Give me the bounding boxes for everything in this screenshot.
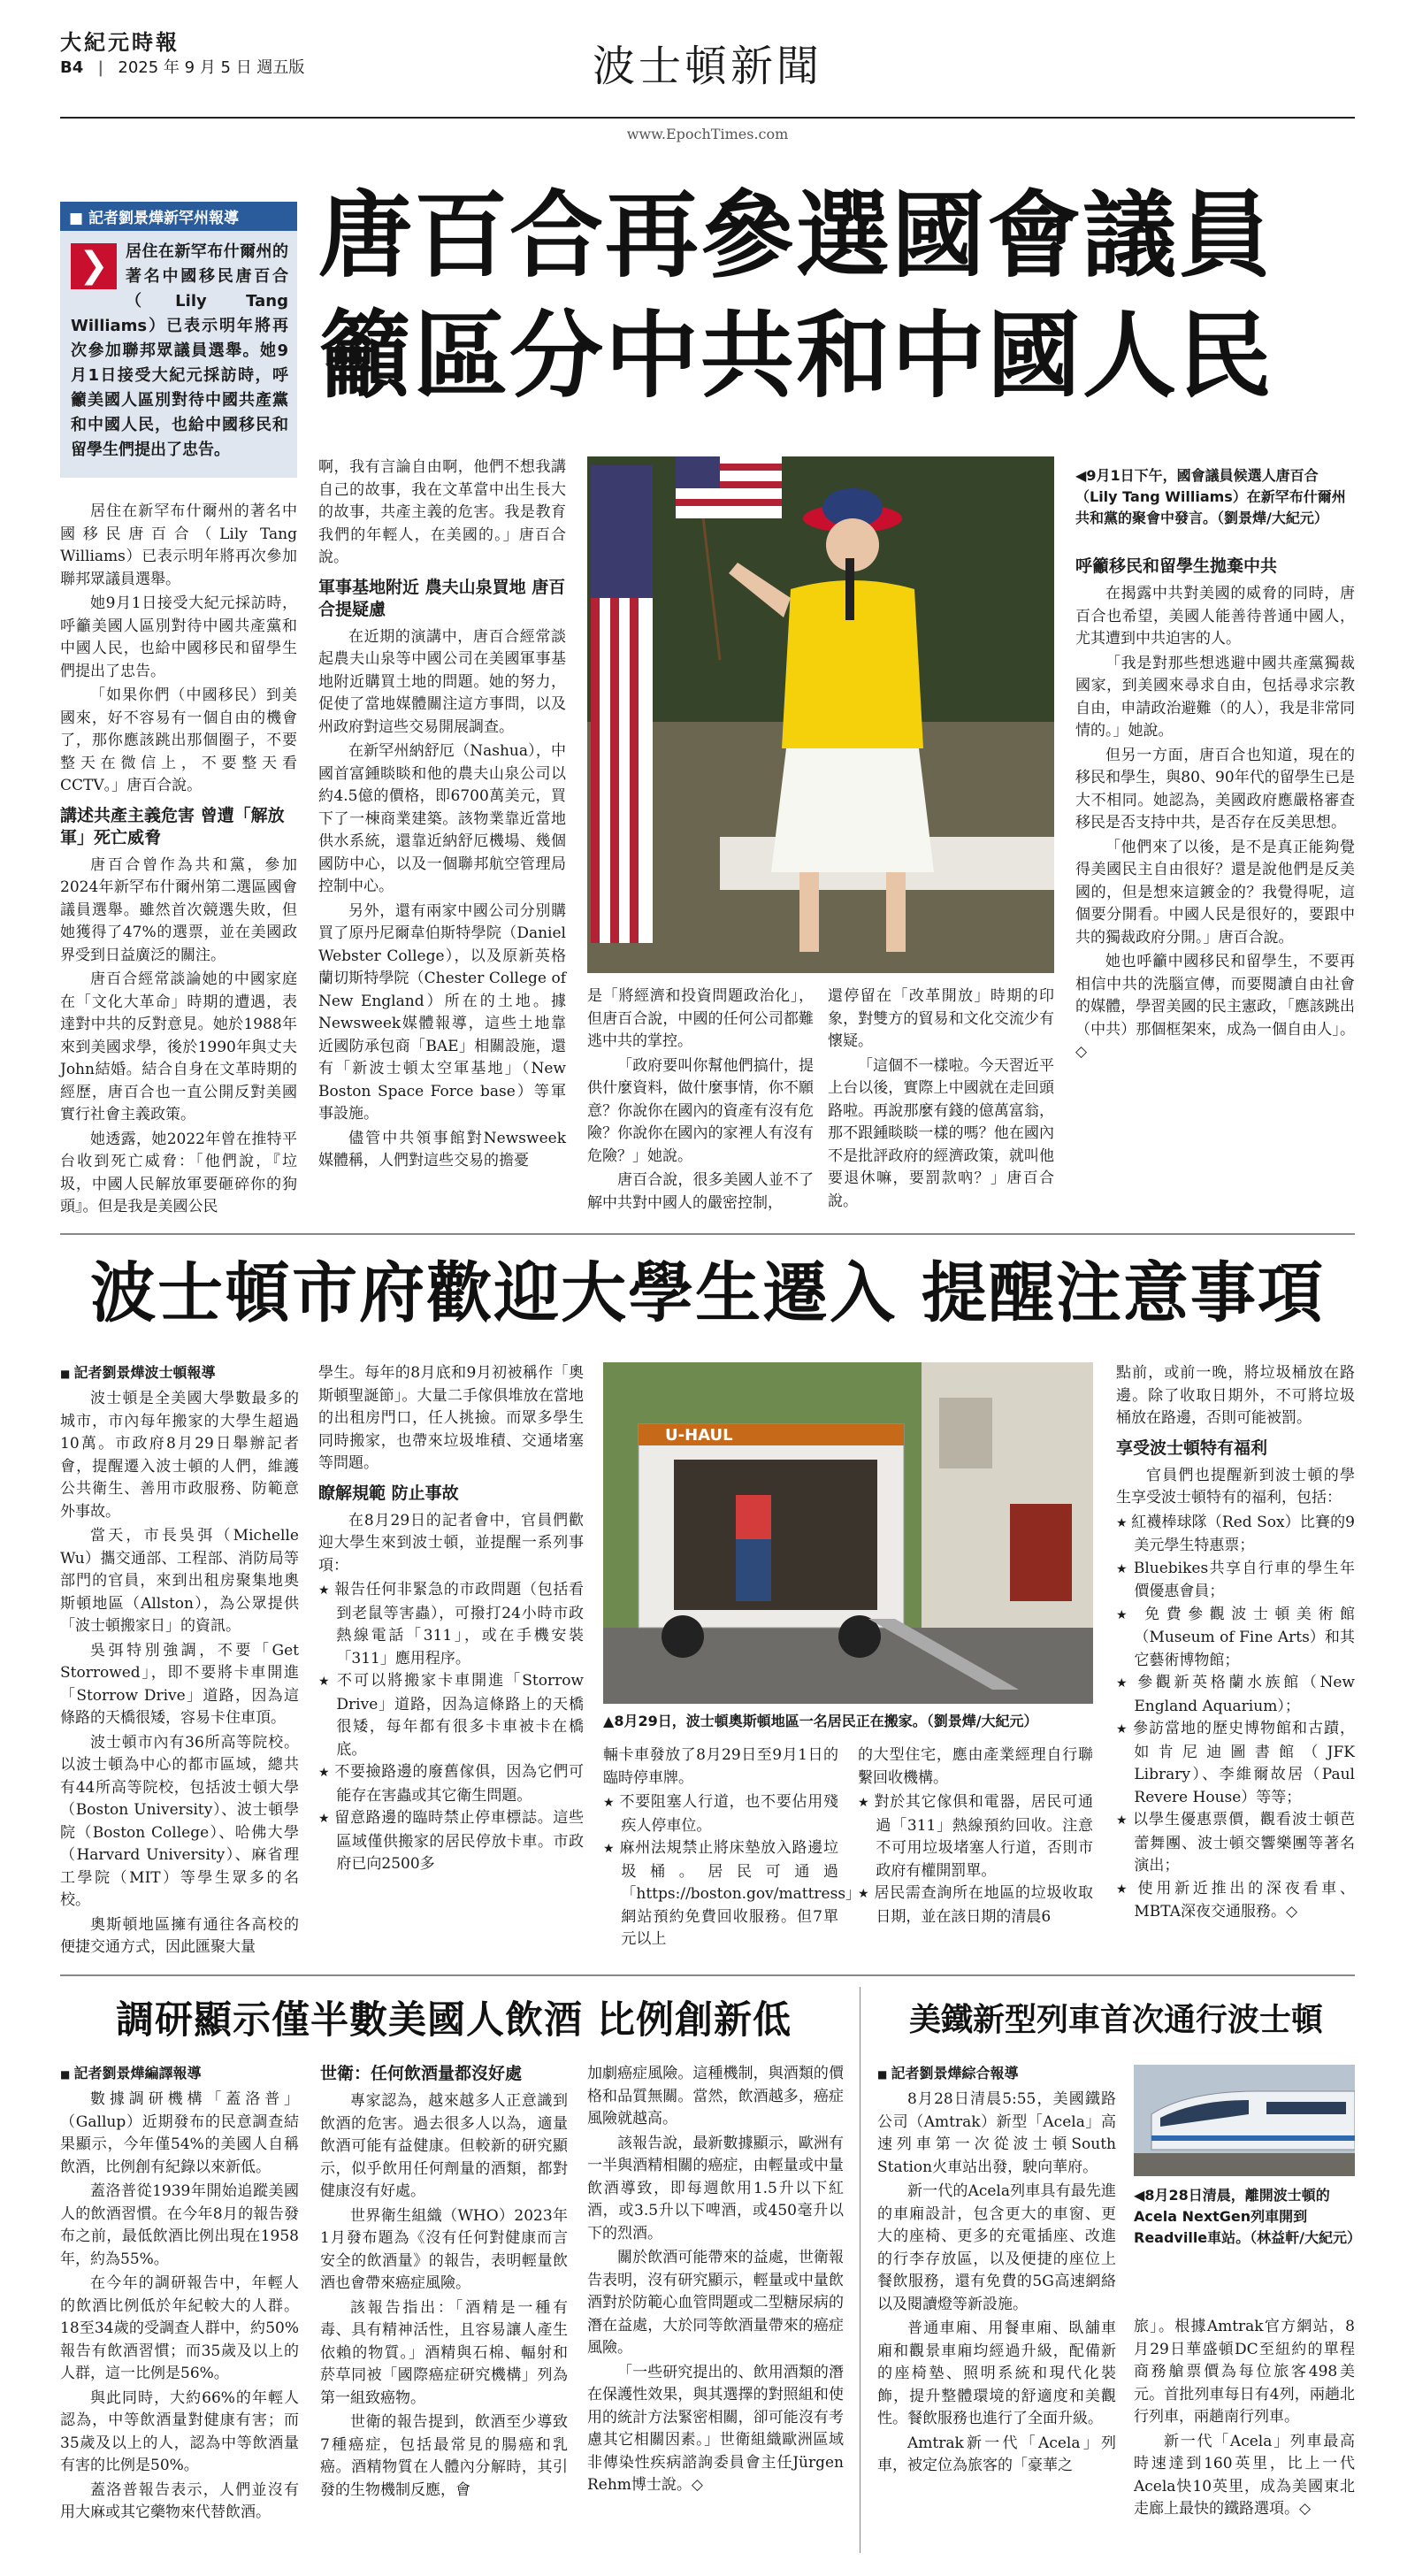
article2-title: 波士頓市府歡迎大學生遷入 提醒注意事項 (90, 1255, 1325, 1331)
list-item: ★ 以學生優惠票價，觀看波士頓芭蕾舞團、波士頓交響樂團等著名演出； (1116, 1809, 1355, 1878)
list-item: ★ 參觀新英格蘭水族館（New England Aquarium）； (1116, 1672, 1355, 1718)
lede-box (60, 202, 297, 478)
separator: | (97, 58, 104, 77)
list-item: ★ Bluebikes共享自行車的學生年價優惠會員； (1116, 1558, 1355, 1604)
paragraph: 在揭露中共對美國的威脅的同時，唐百合也希望，美國人能善待普通中國人，尤其遭到中共迫害的人。 (1075, 585, 1355, 648)
paragraph: 啊，我有言論自由啊，他們不想我講自己的故事，我在文革當中出生長大的故事，共產主義的危害。我是教育我們的年輕人，在美國的。」唐百合說。 (318, 458, 566, 566)
bullet-list (318, 1579, 584, 1876)
paragraph: 世界衛生組織（WHO）2023年1月發布題為《沒有任何對健康而言安全的飲酒量》的報告，表明輕量飲酒也會帶來癌症風險。 (320, 2206, 568, 2292)
paragraph: 旅」。根據Amtrak官方網站，8月29日華盛頓DC至紐約的單程商務艙票價為每位旅客498美元。首批列車每日有4列，兩趟北行列車，兩趟南行列車。 (1134, 2318, 1355, 2426)
paragraph: 的大型住宅，應由產業經理自行聯繫回收機構。 (858, 1746, 1093, 1787)
article2-right-col (1116, 1362, 1355, 1924)
paragraph: 8月28日清晨5:55，美國鐵路公司（Amtrak）新型「Acela」高速列車第一次從波士頓South Station火車站出發，駛向華府。 (877, 2090, 1116, 2176)
paragraph: 「他們來了以後，是不是真正能夠覺得美國民主自由很好？還是說他們是反美國的，但是想來這鍍金的？我覺得呢，這個要分開看。中國人民是很好的，要跟中共的獨裁政府分開。」唐百合說。 (1075, 838, 1355, 947)
byline: ■ 記者劉景燁綜合報導 (877, 2063, 1116, 2085)
article1-col2 (318, 456, 566, 1175)
list-item: ★ 對於其它傢俱和電器，居民可通過「311」熱線預約回收。注意不可用垃圾堵塞人行道，否則市政府有權開罰單。 (858, 1791, 1093, 1882)
list-item: ★ 不要阻塞人行道，也不要佔用殘疾人停車位。 (603, 1791, 838, 1837)
paragraph: 她9月1日接受大紀元採訪時，呼籲美國人區別對待中國共產黨和中國人民，也給中國移民和留學生們提出了忠告。 (60, 594, 297, 680)
byline-badge: ■ 記者劉景燁新罕州報導 (60, 202, 297, 231)
paragraph: 是「將經濟和投資問題政治化」，但唐百合說，中國的任何公司都難逃中共的掌控。 (587, 987, 814, 1050)
list-item: ★ 不要撿路邊的廢舊傢俱，因為它們可能存在害蟲或其它衛生問題。 (318, 1761, 584, 1807)
paragraph: 「這個不一樣啦。今天習近平上台以後，實際上中國就在走回頭路啦。再說那麼有錢的億萬富翁，那不跟鍾睒睒一樣的嗎？他在國內不是批評政府的經濟政策，就叫他要退休嘛，要罰款吶？」唐百合說。 (828, 1056, 1054, 1210)
photo-illustration (1134, 2065, 1355, 2176)
paragraph: 「一些研究提出的、飲用酒類的潛在保護性效果，與其選擇的對照組和使用的統計方法緊密相關，卻可能沒有考慮其它相關因素。」世衛組織歐洲區域非傳染性疾病諮詢委員會主任Jürgen Rehm博士說。◇ (587, 2363, 844, 2494)
paragraph: 普通車廂、用餐車廂、臥舖車廂和觀景車廂均經過升級，配備新的座椅墊、照明系統和現代化裝飾，提升整體環境的舒適度和美觀性。餐飲服務也進行了全面升級。 (877, 2319, 1116, 2427)
lede-arrow-icon: ❯ (71, 243, 117, 289)
masthead-rule (60, 117, 1355, 119)
subheading: 世衛：任何飲酒量都沒好處 (320, 2064, 523, 2083)
website: www.EpochTimes.com (0, 126, 1415, 142)
subheading: 軍事基地附近 農夫山泉買地 唐百合提疑慮 (318, 577, 566, 619)
paragraph: 「我是對那些想逃避中國共產黨獨裁國家，到美國來尋求自由，包括尋求宗教自由，申請政治避難（的人），我是非常同情的。」她說。 (1075, 654, 1355, 740)
paragraph: 輛卡車發放了8月29日至9月1日的臨時停車牌。 (603, 1746, 838, 1787)
paragraph: 在新罕州納舒厄（Nashua），中國首富鍾睒睒和他的農夫山泉公司以約4.5億的價格，即6700萬美元，買下了一棟商業建築。該物業靠近當地供水系統，還靠近納舒厄機場、幾個國防中心，以及一個聯邦航空管理局控制中心。 (318, 742, 566, 895)
masthead-paper-name: 大紀元時報 (60, 29, 180, 55)
byline: ■ 記者劉景燁波士頓報導 (60, 1362, 299, 1384)
photo-illustration (603, 1362, 1093, 1704)
paragraph: 她也呼籲中國移民和留學生，不要再相信中共的洗腦宣傳，而要閱讀自由社會的媒體，學習美國的民主憲政，「應該跳出（中共）那個框架來，成為一個自由人」。◇ (1075, 953, 1355, 1061)
bullet-list (858, 1791, 1093, 1928)
paragraph: 波士頓是全美國大學數最多的城市，市內每年搬家的大學生超過10萬。市政府8月29日舉辦記者會，提醒遷入波士頓的人們，維護公共衛生、善用市政服務、防範意外事故。 (60, 1390, 299, 1521)
list-item: ★ 紅襪棒球隊（Red Sox）比賽的9美元學生特惠票； (1116, 1512, 1355, 1558)
subheading: 呼籲移民和留學生拋棄中共 (1075, 556, 1278, 576)
person-loading (736, 1495, 771, 1601)
article1-col3 (587, 985, 814, 1216)
paragraph: 唐百合說，很多美國人並不了解中共對中國人的嚴密控制， (587, 1171, 814, 1212)
caption-arrow-icon: ◀ (1134, 2187, 1145, 2204)
section-divider (60, 1974, 1355, 1976)
lede-text: 居住在新罕布什爾州的著名中國移民唐百合（Lily Tang Williams）已表示明年將再次參加聯邦眾議員選舉。她9月1日接受大紀元採訪時，呼籲美國人區別對待中國共產黨和中國人民，也給中國移民和留學生們提出了忠告。 (71, 242, 288, 459)
paragraph: 當天，市長吳弭（Michelle Wu）攜交通部、工程部、消防局等部門的官員，來到出租房聚集地奧斯頓地區（Allston），為公眾提供「波士頓搬家日」的資訊。 (60, 1527, 299, 1635)
article1-col1 (60, 501, 297, 1221)
us-flag-large (591, 465, 653, 943)
article4-col-left (877, 2063, 1116, 2480)
paragraph: 唐百合曾作為共和黨，參加2024年新罕布什爾州第二選區國會議員選舉。雖然首次競選失敗，但她獲得了47%的選票，並在美國政界受到日益廣泛的關注。 (60, 855, 297, 964)
paragraph: 還停留在「改革開放」時期的印象，對雙方的貿易和文化交流少有懷疑。 (828, 987, 1054, 1050)
list-item: ★ 免費參觀波士頓美術館（Museum of Fine Arts）和其它藝術博物館； (1116, 1604, 1355, 1673)
list-item: ★ 報告任何非緊急的市政問題（包括看到老鼠等害蟲），可撥打24小時市政熱線電話「311」，或在手機安裝「311」應用程序。 (318, 1579, 584, 1670)
photo-illustration (587, 456, 1054, 973)
list-item: ★ 使用新近推出的深夜看車、MBTA深夜交通服務。◇ (1116, 1878, 1355, 1924)
paragraph: 該報告指出：「酒精是一種有毒、具有精神活性，且容易讓人產生依賴的物質。」酒精與石棉、輻射和菸草同被「國際癌症研究機構」列為第一組致癌物。 (320, 2298, 568, 2407)
paragraph: 關於飲酒可能帶來的益處，世衛報告表明，沒有研究顯示，輕量或中量飲酒對於防範心血管問題或二型糖尿病的潛在益處，大於同等飲酒量帶來的癌症風險。 (587, 2249, 844, 2357)
paragraph: 點前，或前一晚，將垃圾桶放在路邊。除了收取日期外，不可將垃圾桶放在路邊，否則可能被罰。 (1116, 1364, 1355, 1427)
caption-arrow-icon: ◀ (1075, 467, 1087, 484)
subheading: 享受波士頓特有福利 (1116, 1438, 1268, 1458)
paragraph: 唐百合經常談論她的中國家庭在「文化大革命」時期的遭遇，表達對中共的反對意見。她於1988年來到美國求學，後於1990年與丈夫John結婚。結合自身在文革時期的經歷，唐百合也一直公開反對美國實行社會主義政策。 (60, 970, 297, 1123)
paragraph: 在今年的調研報告中，年輕人的飲酒比例低於年紀較大的人群。18至34歲的受調查人群中，約50%報告有飲酒習慣；而35歲及以上的人群，這一比例是56%。 (60, 2274, 299, 2382)
paragraph: 「政府要叫你幫他們搞什，提供什麼資料，做什麼事情，你不願意？你說你在國內的資產有沒有危險？你說你在國內的家裡人有沒有危險？」她說。 (587, 1056, 814, 1165)
paragraph: 蓋洛普從1939年開始追蹤美國人的飲酒習慣。在今年8月的報告發布之前，最低飲酒比例出現在1958年，約為55%。 (60, 2182, 299, 2268)
paragraph: 加劇癌症風險。這種機制，與酒類的價格和品質無關。當然，飲酒越多，癌症風險就越高。 (587, 2065, 844, 2128)
list-item: ★ 不可以將搬家卡車開進「Storrow Drive」道路，因為這條路上的天橋很矮，每年都有很多卡車被卡在橋底。 (318, 1670, 584, 1761)
paragraph: 儘管中共領事館對Newsweek媒體稱，人們對這些交易的擔憂 (318, 1129, 566, 1169)
article1-title-line2: 籲區分中共和中國人民 (318, 300, 1274, 410)
photo-moving-truck (603, 1362, 1093, 1704)
list-item: ★ 麻州法規禁止將床墊放入路邊垃圾桶。居民可通過「https://boston.gov/mattress」網站預約免費回收服務。但7單元以上 (603, 1837, 838, 1951)
article2-col3 (603, 1744, 861, 1951)
photo-caption: ◀9月1日下午，國會議員候選人唐百合（Lily Tang Williams）在新罕布什爾州共和黨的聚會中發言。（劉景燁/大紀元） (1075, 467, 1346, 526)
paragraph: 數據調研機構「蓋洛普」（Gallup）近期發布的民意調查結果顯示，今年僅54%的美國人自稱飲酒，比例創有紀錄以來新低。 (60, 2090, 299, 2176)
paragraph: 吳弭特別強調，不要「Get Storrowed」，即不要將卡車開進「Storrow Drive」道路，因為這條路的天橋很矮，容易卡住車頂。 (60, 1641, 299, 1727)
list-item: ★ 居民需查詢所在地區的垃圾收取日期，並在該日期的清晨6 (858, 1882, 1093, 1928)
article1-right-col (1075, 465, 1355, 1066)
paragraph: 世衛的報告提到，飲酒至少導致7種癌症，包括最常見的腸癌和乳癌。酒精物質在人體內分解時，其引發的生物機制反應，會 (320, 2413, 568, 2499)
article1-title-line1: 唐百合再參選國會議員 (318, 180, 1274, 290)
list-item: ★ 參訪當地的歷史博物館和古蹟，如肯尼迪圖書館（JFK Library）、李維爾故居（Paul Revere House）等等； (1116, 1718, 1355, 1809)
bullet-list (603, 1791, 861, 1951)
paragraph: 另外，還有兩家中國公司分別購買了原丹尼爾韋伯斯特學院（Daniel Webster College），以及原新英格蘭切斯特學院（Chester College of New England）所在的土地。據Newsweek媒體報導，這些土地靠近國防承包商「BAE」相關設施，還有「新波士頓太空軍基地」（New Boston Space Force base）等軍事設施。 (318, 901, 566, 1123)
bullet-list (1116, 1512, 1355, 1924)
paragraph: 學生。每年的8月底和9月初被稱作「奧斯頓聖誕節」。大量二手傢俱堆放在當地的出租房門口，任人挑撿。而眾多學生同時搬家，也帶來垃圾堆積、交通堵塞等問題。 (318, 1364, 584, 1472)
section-divider (60, 1233, 1355, 1235)
paragraph: 但另一方面，唐百合也知道，現在的移民和學生，與80、90年代的留學生已是大不相同。她認為，美國政府應嚴格審查移民是否支持中共，是否存在反美思想。 (1075, 746, 1355, 832)
page-number: B4 (60, 58, 84, 77)
paragraph: 該報告說，最新數據顯示，歐洲有一半與酒精相關的癌症，由輕量或中量飲酒導致，即每週飲用1.5升以下紅酒，或3.5升以下啤酒，或450毫升以下的烈酒。 (587, 2134, 844, 2242)
paragraph: 奧斯頓地區擁有通往各高校的便捷交通方式，因此匯聚大量 (60, 1915, 299, 1956)
photo-acela-train (1134, 2065, 1355, 2176)
subheading: 瞭解規範 防止事故 (318, 1483, 459, 1503)
caption-arrow-icon: ▲ (603, 1713, 615, 1729)
paragraph: 新一代的Acela列車具有最先進的車廂設計，包含更大的車窗、更大的座椅、更多的充電插座、改進的行李存放區，以及便捷的座位上餐飲服務，還有免費的5G高速網絡以及閱讀燈等新設施。 (877, 2182, 1116, 2313)
paragraph: 與此同時，大約66%的年輕人認為，中等飲酒量對健康有害；而35歲及以上的人，認為中等飲酒量有害的比例是50%。 (60, 2388, 299, 2474)
paragraph: 蓋洛普報告表示，人們並沒有用大麻或其它藥物來代替飲酒。 (60, 2480, 299, 2521)
paragraph: 波士頓市內有36所高等院校。以波士頓為中心的都市區域，總共有44所高等院校，包括波士頓大學（Boston University）、波士頓學院（Boston College）、哈佛大學（Harvard University）、麻省理工學院（MIT）等學生眾多的名校。 (60, 1733, 299, 1909)
article2-col2 (318, 1362, 584, 1876)
photo-candidate-speaking (587, 456, 1054, 973)
article2-col1 (60, 1362, 299, 1961)
paragraph: 在近期的演講中，唐百合經常談起農夫山泉等中國公司在美國軍事基地附近購買土地的問題。她的努力，促使了當地媒體關注這方事問，以及州政府對這些交易開展調查。 (318, 627, 566, 736)
paragraph: 她透露，她2022年曾在推特平台收到死亡威脅：「他們說，『垃圾，中國人民解放軍要砸碎你的狗頭』。但是我是美國公民 (60, 1130, 297, 1215)
article1-col4 (828, 985, 1054, 1215)
issue-date: 2025 年 9 月 5 日 週五版 (118, 58, 305, 77)
paragraph: 官員們也提醒新到波士頓的學生享受波士頓特有的福利，包括： (1116, 1466, 1355, 1506)
article3-col2 (320, 2063, 568, 2503)
paragraph: 新一代「Acela」列車最高時速達到160英里，比上一代Acela快10英里，成為美國東北走廊上最快的鐵路選項。◇ (1134, 2432, 1355, 2518)
paragraph: 在8月29日的記者會中，官員們歡迎大學生來到波士頓，並提醒一系列事項： (318, 1511, 584, 1575)
paragraph: 居住在新罕布什爾州的著名中國移民唐百合（Lily Tang Williams）已表示明年將再次參加聯邦眾議員選舉。 (60, 502, 297, 588)
list-item: ★ 留意路邊的臨時禁止停車標誌。這些區域僅供搬家的居民停放卡車。市政府已向2500多 (318, 1807, 584, 1876)
photo-caption: ◀8月28日清晨，離開波士頓的Acela NextGen列車開到Readville車站。（林益軒/大紀元） (1134, 2187, 1362, 2246)
article4-title: 美鐵新型列車首次通行波士頓 (908, 2002, 1323, 2038)
subheading: 講述共產主義危害 曾遭「解放軍」死亡威脅 (60, 805, 285, 847)
article3-col1 (60, 2063, 299, 2526)
paragraph: Amtrak新一代「Acela」列車，被定位為旅客的「豪華之 (877, 2434, 1116, 2474)
section-title: 波士頓新聞 (592, 42, 822, 91)
article3-col3 (587, 2063, 844, 2499)
article3-title: 調研顯示僅半數美國人飲酒 比例創新低 (116, 1998, 792, 2043)
photo-caption: ▲8月29日，波士頓奧斯頓地區一名居民正在搬家。（劉景燁/大紀元） (603, 1713, 1038, 1729)
article4-col-right (1134, 2316, 1355, 2523)
paragraph: 「如果你們（中國移民）到美國來，好不容易有一個自由的機會了，那你應該跳出那個圈子，不要整天在微信上，不要整天看CCTV。」唐百合說。 (60, 686, 297, 794)
byline: ■ 記者劉景燁編譯報導 (60, 2063, 299, 2085)
article2-col4 (858, 1744, 1093, 1928)
svg-text:U-HAUL: U-HAUL (665, 1426, 733, 1445)
paragraph: 專家認為，越來越多人正意識到飲酒的危害。過去很多人以為，適量飲酒可能有益健康。但較新的研究顯示，似乎飲用任何劑量的酒類，都對健康沒有好處。 (320, 2092, 568, 2200)
